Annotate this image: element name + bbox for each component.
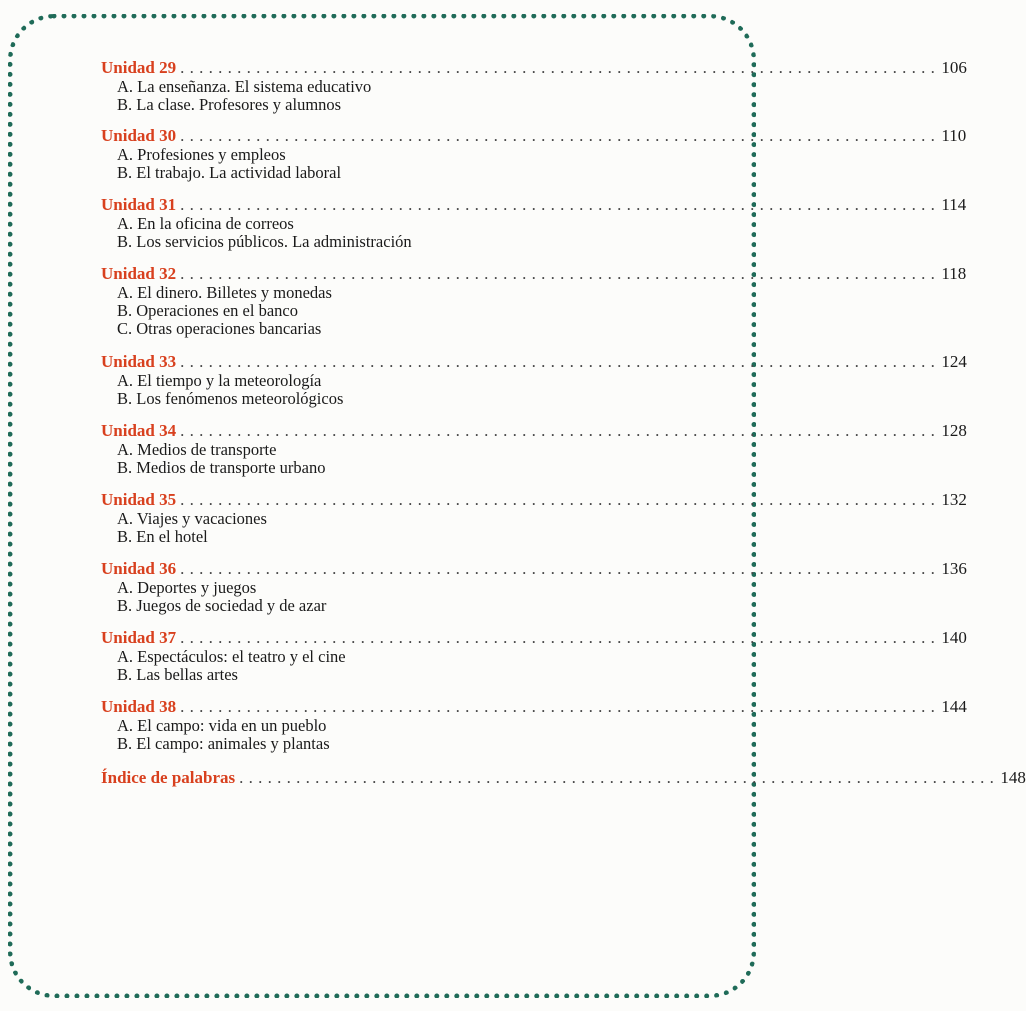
section-item: B. Juegos de sociedad y de azar xyxy=(117,596,327,615)
toc-heading-row xyxy=(101,195,967,215)
toc-heading-row xyxy=(101,352,967,372)
section-item: A. Deportes y juegos xyxy=(117,578,257,597)
page-number: 118 xyxy=(941,264,967,283)
page-number: 114 xyxy=(941,195,967,214)
unit-title: Unidad 38 xyxy=(101,697,177,716)
section-item: A. Medios de transporte xyxy=(117,440,277,459)
dot-leader: . . . . . . . . . . . . . . . . . . . . . . . . . . . . . . . . . . . . . . . . . . . . . . . . . . . . . . . . . . . . . . . . . . . . . . . . . . . . . . . . xyxy=(180,697,936,716)
dot-leader: . . . . . . . . . . . . . . . . . . . . . . . . . . . . . . . . . . . . . . . . . . . . . . . . . . . . . . . . . . . . . . . . . . . . . . . . . . . . . . . . xyxy=(180,490,936,509)
page-number: 144 xyxy=(941,697,967,716)
unit-title: Unidad 31 xyxy=(101,195,177,214)
dot-leader: . . . . . . . . . . . . . . . . . . . . . . . . . . . . . . . . . . . . . . . . . . . . . . . . . . . . . . . . . . . . . . . . . . . . . . . . . . . . . . . . xyxy=(180,352,936,371)
page-number: 128 xyxy=(941,421,967,440)
page-number: 136 xyxy=(941,559,967,578)
section-item: A. Viajes y vacaciones xyxy=(117,509,267,528)
section-item: A. La enseñanza. El sistema educativo xyxy=(117,77,372,96)
section-item: B. Los servicios públicos. La administración xyxy=(117,232,412,251)
toc-entry xyxy=(101,58,967,114)
toc-heading-row xyxy=(101,264,967,284)
section-item: B. Medios de transporte urbano xyxy=(117,458,326,477)
toc-entry xyxy=(101,421,967,477)
section-item: A. En la oficina de correos xyxy=(117,214,294,233)
section-item: C. Otras operaciones bancarias xyxy=(117,319,322,338)
page-number: 124 xyxy=(941,352,967,371)
section-item: A. Espectáculos: el teatro y el cine xyxy=(117,647,346,666)
unit-title: Unidad 36 xyxy=(101,559,177,578)
toc-heading-row xyxy=(101,490,967,510)
section-item: B. La clase. Profesores y alumnos xyxy=(117,95,342,114)
toc-heading-row xyxy=(101,421,967,441)
dot-leader: . . . . . . . . . . . . . . . . . . . . . . . . . . . . . . . . . . . . . . . . . . . . . . . . . . . . . . . . . . . . . . . . . . . . . . . . . . . . . . . . xyxy=(180,628,936,647)
section-item: B. Operaciones en el banco xyxy=(117,301,298,320)
section-item: B. El campo: animales y plantas xyxy=(117,734,330,753)
toc-entry xyxy=(101,628,967,684)
toc-entry xyxy=(101,559,967,615)
toc-entry xyxy=(101,697,967,753)
section-item: A. Profesiones y empleos xyxy=(117,145,286,164)
dot-leader: . . . . . . . . . . . . . . . . . . . . . . . . . . . . . . . . . . . . . . . . . . . . . . . . . . . . . . . . . . . . . . . . . . . . . . . . . . . . . . . . xyxy=(180,126,936,145)
dot-leader: . . . . . . . . . . . . . . . . . . . . . . . . . . . . . . . . . . . . . . . . . . . . . . . . . . . . . . . . . . . . . . . . . . . . . . . . . . . . . . . . xyxy=(180,264,936,283)
section-item: A. El tiempo y la meteorología xyxy=(117,371,322,390)
toc-entry xyxy=(101,195,967,251)
toc-heading-row xyxy=(101,126,967,146)
toc-heading-row xyxy=(101,58,967,78)
toc-entry xyxy=(101,768,1026,788)
section-item: A. El dinero. Billetes y monedas xyxy=(117,283,332,302)
section-item: B. Las bellas artes xyxy=(117,665,238,684)
toc-entry xyxy=(101,264,967,338)
toc-heading-row xyxy=(101,768,1026,788)
section-item: B. El trabajo. La actividad laboral xyxy=(117,163,342,182)
page-number: 106 xyxy=(941,58,967,77)
toc-heading-row xyxy=(101,697,967,717)
toc-heading-row xyxy=(101,628,967,648)
dot-leader: . . . . . . . . . . . . . . . . . . . . . . . . . . . . . . . . . . . . . . . . . . . . . . . . . . . . . . . . . . . . . . . . . . . . . . . . . . . . . . . . xyxy=(239,768,995,787)
unit-title: Unidad 35 xyxy=(101,490,177,509)
section-item: B. Los fenómenos meteorológicos xyxy=(117,389,344,408)
unit-title: Unidad 34 xyxy=(101,421,177,440)
page-number: 148 xyxy=(1000,768,1026,787)
unit-title: Unidad 29 xyxy=(101,58,177,77)
unit-title: Unidad 37 xyxy=(101,628,177,647)
unit-title: Unidad 33 xyxy=(101,352,177,371)
toc-entry xyxy=(101,126,967,182)
page-number: 110 xyxy=(941,126,967,145)
section-item: A. El campo: vida en un pueblo xyxy=(117,716,327,735)
dot-leader: . . . . . . . . . . . . . . . . . . . . . . . . . . . . . . . . . . . . . . . . . . . . . . . . . . . . . . . . . . . . . . . . . . . . . . . . . . . . . . . . xyxy=(180,58,936,77)
section-item: B. En el hotel xyxy=(117,527,208,546)
dot-leader: . . . . . . . . . . . . . . . . . . . . . . . . . . . . . . . . . . . . . . . . . . . . . . . . . . . . . . . . . . . . . . . . . . . . . . . . . . . . . . . . xyxy=(180,559,936,578)
page-number: 132 xyxy=(941,490,967,509)
unit-title: Unidad 30 xyxy=(101,126,177,145)
toc-entry xyxy=(101,490,967,546)
unit-title: Índice de palabras xyxy=(101,768,236,787)
toc-heading-row xyxy=(101,559,967,579)
page-number: 140 xyxy=(941,628,967,647)
dot-leader: . . . . . . . . . . . . . . . . . . . . . . . . . . . . . . . . . . . . . . . . . . . . . . . . . . . . . . . . . . . . . . . . . . . . . . . . . . . . . . . . xyxy=(180,421,936,440)
toc-entry xyxy=(101,352,967,408)
unit-title: Unidad 32 xyxy=(101,264,177,283)
dot-leader: . . . . . . . . . . . . . . . . . . . . . . . . . . . . . . . . . . . . . . . . . . . . . . . . . . . . . . . . . . . . . . . . . . . . . . . . . . . . . . . . xyxy=(180,195,936,214)
